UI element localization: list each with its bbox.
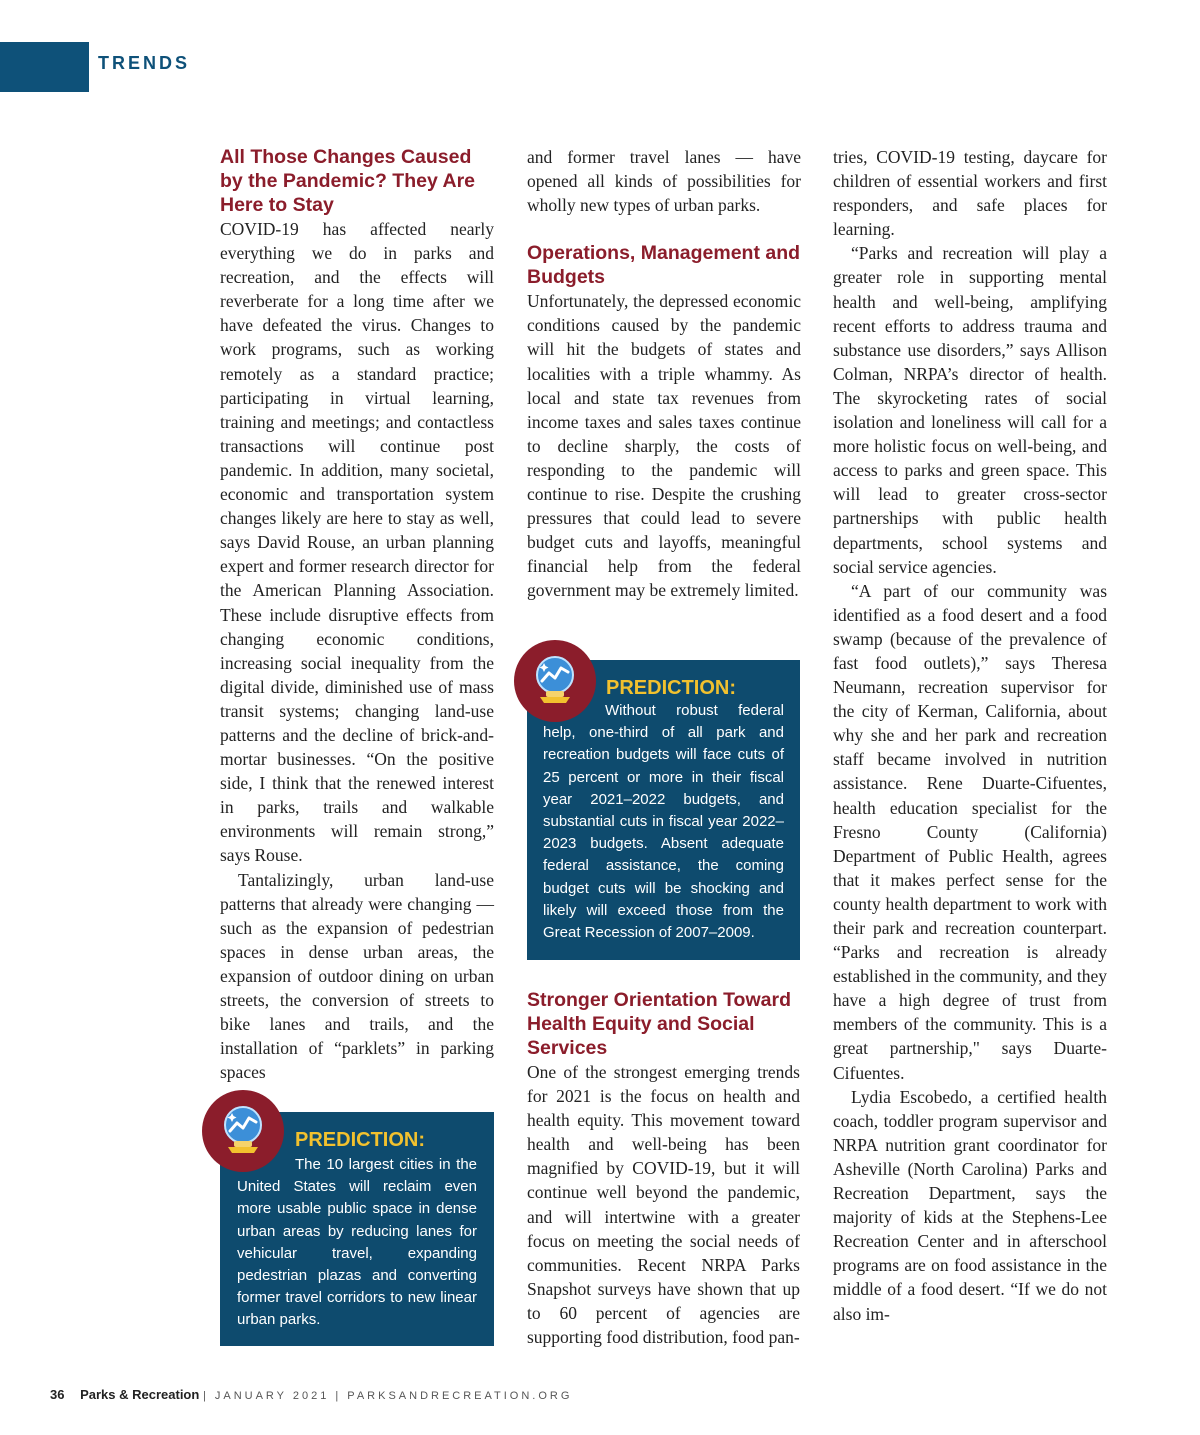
body-paragraph: Unfortunately, the depressed economic conditions caused by the pandemic will hit the budgets of states and localities with a triple whammy. As local and state tax revenues from income taxes and sales taxes continue to decline sharply, the costs of responding to the pandemic will continue to rise. Despite the crushing pressures that could lead to severe budget cuts and layoffs, meaningful financial help from the federal government may be extremely limited.: [527, 291, 801, 601]
crystal-ball-chart-icon: [218, 1103, 268, 1159]
body-paragraph: and former travel lanes — have opened all kinds of possibilities for wholly new types of urban parks.: [527, 147, 801, 216]
prediction-title: PREDICTION:: [295, 1129, 425, 1151]
body-paragraph: [220, 868, 494, 1085]
prediction-box: [220, 1112, 494, 1346]
body-paragraph: “Parks and recreation will play a greater role in supporting mental health and well-being, amplifying recent efforts to address trauma and substance use disorders,” says Allison Colman, NRPA’s director of health. The skyrocketing rates of social isolation and loneliness will call for a more holistic focus on well-being, and access to parks and green space. This will lead to greater cross-sector partnerships with public health departments, school systems and social service agencies.: [833, 243, 1107, 577]
section-heading-operations: Operations, Management and Budgets: [527, 242, 801, 289]
section-label: TRENDS: [98, 53, 191, 73]
magazine-name: Parks & Recreation: [80, 1387, 200, 1402]
body-paragraph: tries, COVID-19 testing, daycare for children of essential workers and first responders, and safe places for learning.: [833, 147, 1107, 240]
paragraph-text: Tantalizingly, urban land-use patterns that already were changing — such as the expansion of pedestrian spaces in dense urban areas, the expansion of outdoor dining on urban streets, the conversion of streets to bike lanes and trails, and the installation of “parklets” in parking spaces: [220, 869, 494, 1083]
body-paragraph: “A part of our community was identified as a food desert and a food swamp (because of the prevalence of fast food outlets),” says Theresa Neumann, recreation supervisor for the city of Kerman, California, about why she and her park and recreation staff became involved in nutrition assistance. Rene Duarte-Cifuentes, health education specialist for the Fresno County (California) Department of Public Health, agrees that it makes perfect sense for the county health department to work with their park and recreation counterpart. “Parks and recreation is already established in the community, and they have a high degree of trust from members of the community. This is a great partnership," says Duarte-Cifuentes.: [833, 580, 1107, 1083]
page-number: 36: [50, 1387, 65, 1402]
page-footer: [50, 1387, 572, 1402]
column-3: [833, 145, 1107, 1326]
issue-info: | JANUARY 2021 | PARKSANDRECREATION.ORG: [202, 1390, 573, 1402]
section-heading-health-equity: Stronger Orientation Toward Health Equity and Social Services: [527, 989, 791, 1059]
column-1: [220, 145, 494, 1084]
section-tab: [0, 42, 89, 92]
body-paragraph: Lydia Escobedo, a certified health coach, toddler program supervisor and NRPA nutrition grant coordinator for Asheville (North Carolina) Parks and Recreation Department, says the majority of kids at the Stephens-Lee Recreation Center and in afterschool programs are on food assistance in the middle of a food desert. “If we do not also im-: [833, 1086, 1107, 1324]
prediction-box: [527, 660, 800, 960]
prediction-text: Without robust federal help, one-third of all park and recreation budgets will face cuts of 25 percent or more in their fiscal year 2021–2022 budgets, and substantial cuts in fiscal year 2022–2023 budgets. Absent adequate federal assistance, the coming budget cuts will be shocking and likely will exceed those from the Great Recession of 2007–2009.: [543, 702, 784, 942]
column-2: [527, 145, 801, 603]
column-2-lower: [527, 988, 800, 1349]
article-heading: All Those Changes Caused by the Pandemic? They Are Here to Stay: [220, 146, 476, 216]
body-paragraph: One of the strongest emerging trends for 2021 is the focus on health and health equity. This movement toward health and well-being has been magnified by COVID-19, but it will continue well beyond the pandemic, and will intertwine with a greater focus on meeting the social needs of communities. Recent NRPA Parks Snapshot surveys have shown that up to 60 percent of agencies are supporting food distribution, food pan-: [527, 1062, 800, 1348]
prediction-title: PREDICTION:: [606, 677, 736, 699]
prediction-text: The 10 largest cities in the United States will reclaim even more usable public space in dense urban areas by reducing lanes for vehicular travel, expanding pedestrian plazas and converting former travel corridors to new linear urban parks.: [237, 1156, 477, 1329]
body-paragraph: COVID-19 has affected nearly everything we do in parks and recreation, and the effects will reverberate for a long time after we have defeated the virus. Changes to work programs, such as working remotely as a standard practice; participating in virtual learning, training and meetings; and contactless transactions will continue post pandemic. In addition, many societal, economic and transportation system changes likely are here to stay as well, says David Rouse, an urban planning expert and former research director for the American Planning Association. These include disruptive effects from changing economic conditions, increasing social inequality from the digital divide, diminished use of mass transit systems; changing land-use patterns and the decline of brick-and-mortar businesses. “On the positive side, I think that the renewed interest in parks, trails and walkable environments will remain strong,” says Rouse.: [220, 219, 494, 866]
